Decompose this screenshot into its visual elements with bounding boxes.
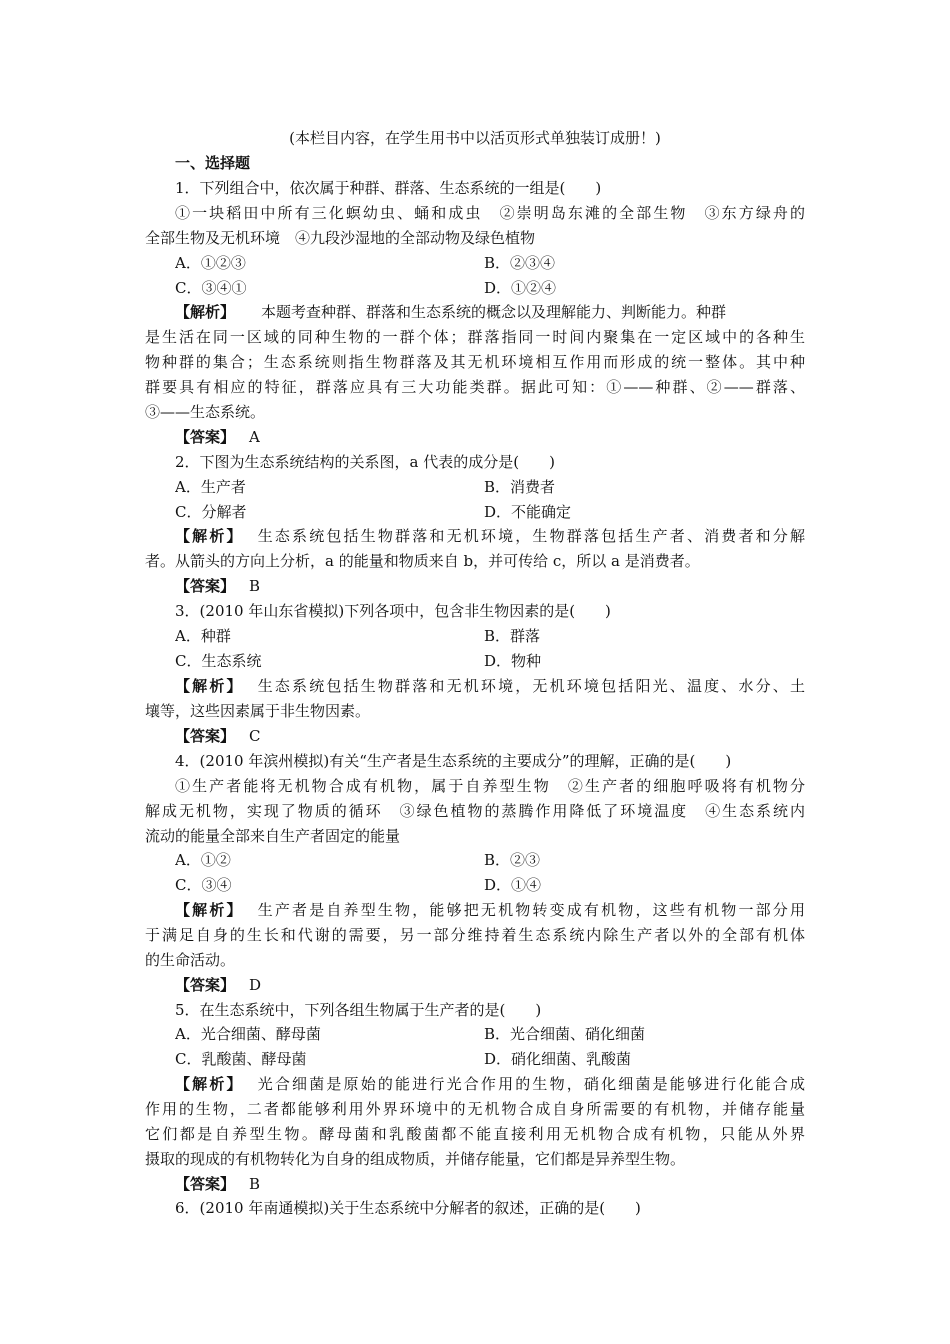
answer-value: D xyxy=(249,976,262,994)
option-c: C．生态系统 xyxy=(175,652,262,670)
answer-tag: 【答案】 xyxy=(175,428,236,446)
option-c: C．③④① xyxy=(175,279,247,297)
analysis-tag: 【解析】 xyxy=(175,901,244,919)
option-d: D．①②④ xyxy=(484,279,557,297)
answer-line xyxy=(175,574,805,599)
answer-value: B xyxy=(249,1175,261,1193)
answer-tag: 【答案】 xyxy=(175,976,236,994)
analysis-text: 生产者是自养型生物，能够把无机物转变成有机物，这些有机物一部分用 xyxy=(257,901,805,919)
answer-tag: 【答案】 xyxy=(175,577,236,595)
analysis-line: 作用的生物，二者都能够利用外界环境中的无机物合成自身所需要的有机物，并储存能量 xyxy=(145,1100,805,1118)
question-4-stem: 4．(2010 年滨州模拟)有关“生产者是生态系统的主要成分”的理解，正确的是( ) xyxy=(175,752,732,770)
answer-line xyxy=(175,973,805,998)
option-a: A．①② xyxy=(175,851,231,869)
option-d: D．①④ xyxy=(484,876,542,894)
analysis-text: 生态系统包括生物群落和无机环境，生物群落包括生产者、消费者和分解 xyxy=(257,527,805,545)
option-b: B．②③④ xyxy=(484,254,556,272)
analysis-tag: 【解析】 xyxy=(175,527,244,545)
option-c: C．分解者 xyxy=(175,503,247,521)
option-b: B．群落 xyxy=(484,627,541,645)
analysis-line: 摄取的现成的有机物转化为自身的组成物质，并储存能量，它们都是异养型生物。 xyxy=(145,1150,686,1168)
answer-line xyxy=(175,425,805,450)
question-2-stem: 2．下图为生态系统结构的关系图，a 代表的成分是( ) xyxy=(175,453,555,471)
answer-tag: 【答案】 xyxy=(175,727,236,745)
analysis-line xyxy=(175,524,805,549)
question-1-stem: 1．下列组合中，依次属于种群、群落、生态系统的一组是( ) xyxy=(175,179,602,197)
answer-value: C xyxy=(249,727,261,745)
question-1-line: ①一块稻田中所有三化螟幼虫、蛹和成虫 ②崇明岛东滩的全部生物 ③东方绿舟的 xyxy=(175,204,805,222)
analysis-line: 是生活在同一区域的同种生物的一群个体；群落指同一时间内聚集在一定区域中的各种生 xyxy=(145,328,805,346)
option-d: D．不能确定 xyxy=(484,503,572,521)
option-a: A．种群 xyxy=(175,627,231,645)
analysis-line: ③——生态系统。 xyxy=(145,403,266,421)
question-1-line: 全部生物及无机环境 ④九段沙湿地的全部动物及绿色植物 xyxy=(145,229,536,247)
option-a: A．生产者 xyxy=(175,478,246,496)
analysis-tag: 【解析】 xyxy=(175,303,236,321)
analysis-line xyxy=(175,898,805,923)
question-5-stem: 5．在生态系统中，下列各组生物属于生产者的是( ) xyxy=(175,1001,542,1019)
answer-tag: 【答案】 xyxy=(175,1175,236,1193)
option-c: C．乳酸菌、酵母菌 xyxy=(175,1050,307,1068)
answer-value: B xyxy=(249,577,261,595)
analysis-text: 本题考查种群、群落和生态系统的概念以及理解能力、判断能力。种群 xyxy=(261,303,727,321)
section-heading: 一、选择题 xyxy=(175,154,251,172)
analysis-line: 壤等，这些因素属于非生物因素。 xyxy=(145,702,371,720)
analysis-text: 生态系统包括生物群落和无机环境，无机环境包括阳光、温度、水分、土 xyxy=(257,677,805,695)
analysis-line: 于满足自身的生长和代谢的需要，另一部分维持着生态系统内除生产者以外的全部有机体 xyxy=(145,926,805,944)
option-a: A．光合细菌、酵母菌 xyxy=(175,1025,321,1043)
analysis-line: 群要具有相应的特征，群落应具有三大功能类群。据此可知：①——种群、②——群落、 xyxy=(145,378,805,396)
analysis-line xyxy=(175,1072,805,1097)
option-d: D．硝化细菌、乳酸菌 xyxy=(484,1050,632,1068)
analysis-line: 物种群的集合；生态系统则指生物群落及其无机环境相互作用而形成的统一整体。其中种 xyxy=(145,353,805,371)
analysis-line: 者。从箭头的方向上分析，a 的能量和物质来自 b，并可传给 c，所以 a 是消费者。 xyxy=(145,552,700,570)
answer-value: A xyxy=(249,428,260,446)
question-4-line: ①生产者能将无机物合成有机物，属于自养型生物 ②生产者的细胞呼吸将有机物分 xyxy=(175,777,805,795)
question-4-line: 解成无机物，实现了物质的循环 ③绿色植物的蒸腾作用降低了环境温度 ④生态系统内 xyxy=(145,802,805,820)
option-b: B．光合细菌、硝化细菌 xyxy=(484,1025,646,1043)
option-a: A．①②③ xyxy=(175,254,246,272)
analysis-line xyxy=(175,674,805,699)
option-b: B．②③ xyxy=(484,851,541,869)
analysis-line: 它们都是自养型生物。酵母菌和乳酸菌都不能直接利用无机物合成有机物，只能从外界 xyxy=(145,1125,805,1143)
analysis-text: 光合细菌是原始的能进行光合作用的生物，硝化细菌是能够进行化能合成 xyxy=(257,1075,805,1093)
analysis-tag: 【解析】 xyxy=(175,677,244,695)
answer-line xyxy=(175,1172,805,1197)
answer-line xyxy=(175,724,805,749)
analysis-line: 的生命活动。 xyxy=(145,951,236,969)
binding-note: (本栏目内容，在学生用书中以活页形式单独装订成册！) xyxy=(289,129,661,147)
option-b: B．消费者 xyxy=(484,478,556,496)
option-d: D．物种 xyxy=(484,652,542,670)
question-4-line: 流动的能量全部来自生产者固定的能量 xyxy=(145,827,401,845)
question-6-stem: 6．(2010 年南通模拟)关于生态系统中分解者的叙述，正确的是( ) xyxy=(175,1199,641,1217)
analysis-tag: 【解析】 xyxy=(175,1075,244,1093)
analysis-line xyxy=(175,300,805,325)
option-c: C．③④ xyxy=(175,876,232,894)
question-3-stem: 3．(2010 年山东省模拟)下列各项中，包含非生物因素的是( ) xyxy=(175,602,611,620)
